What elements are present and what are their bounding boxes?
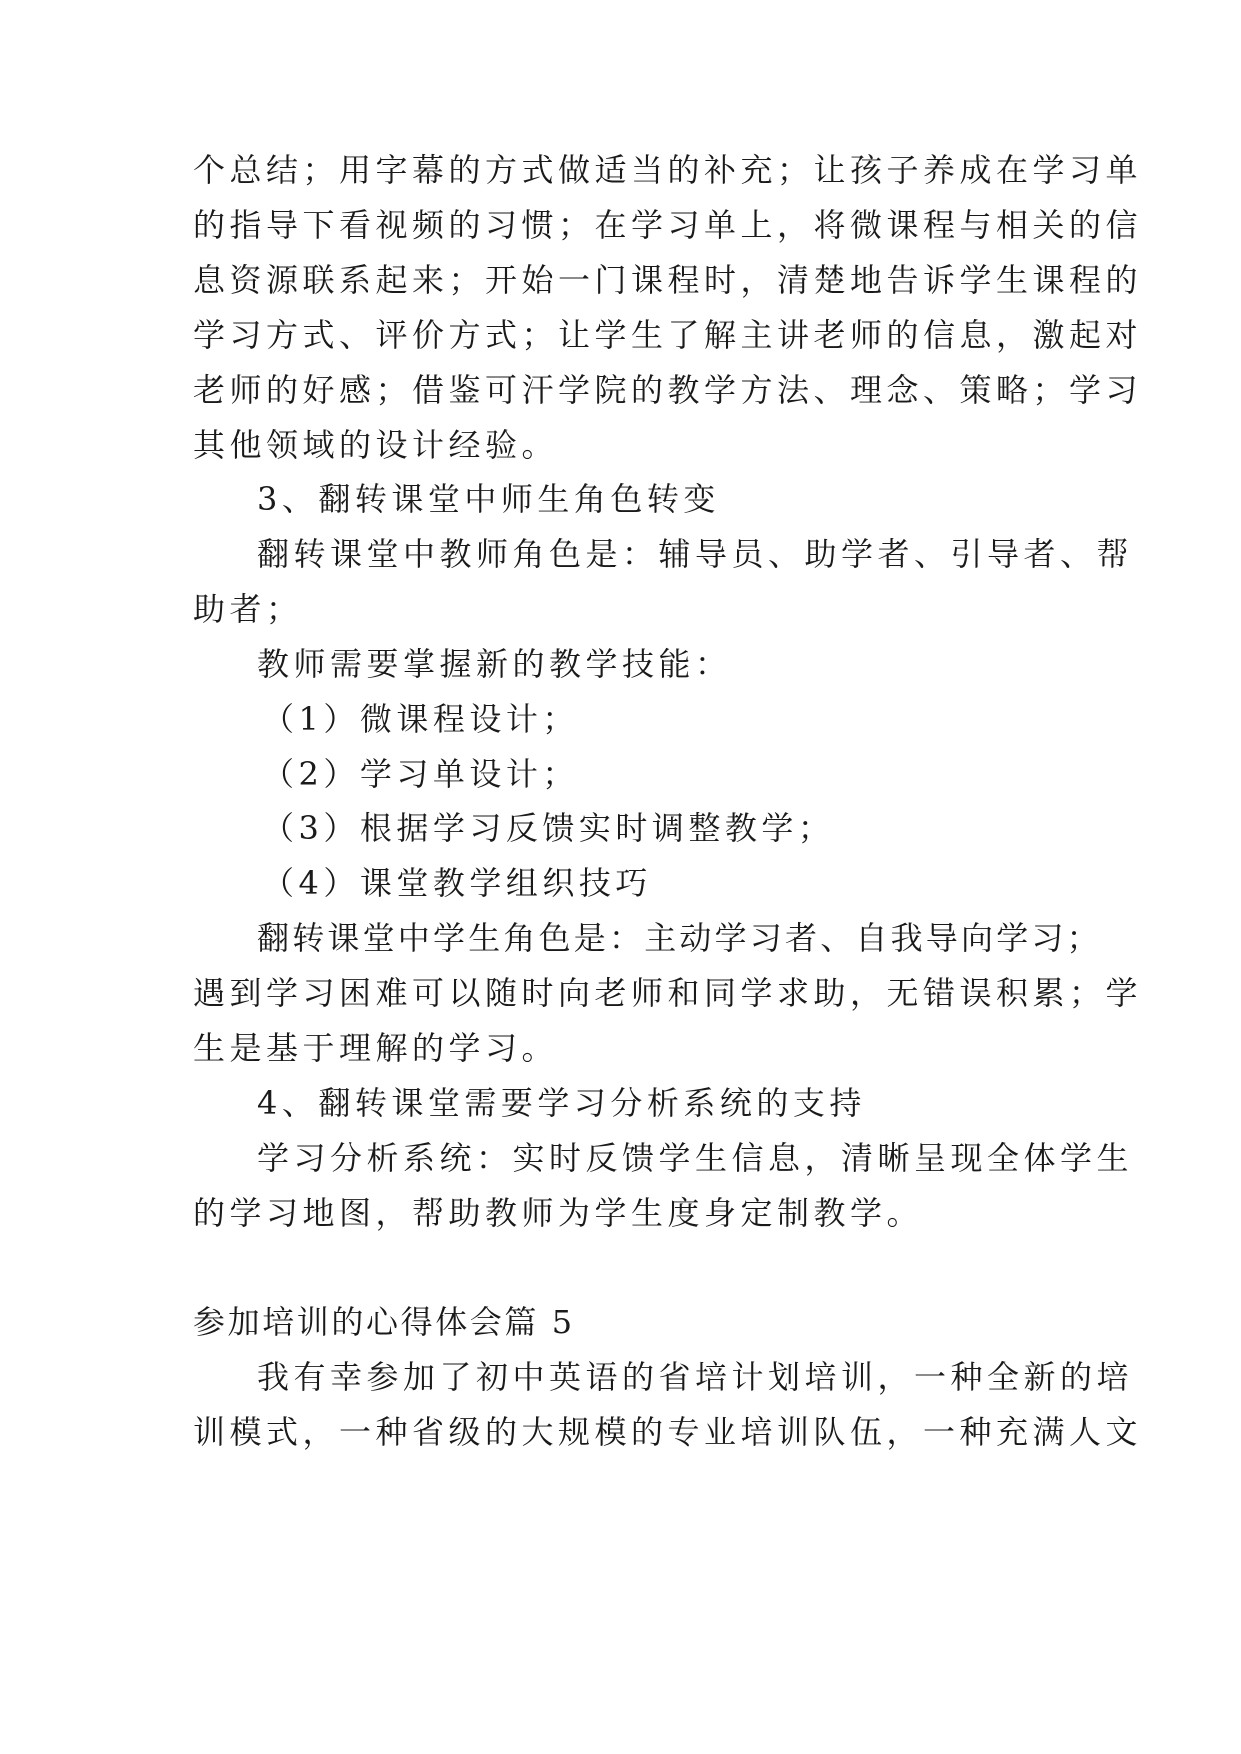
paragraph-line: 的指导下看视频的习惯；在学习单上，将微课程与相关的信 <box>193 206 1143 244</box>
paragraph-line: 生是基于理解的学习。 <box>193 1029 559 1067</box>
paragraph-line: 老师的好感；借鉴可汗学院的教学方法、理念、策略；学习 <box>193 371 1143 409</box>
list-item: （1）微课程设计； <box>262 700 579 738</box>
paragraph-line: 其他领域的设计经验。 <box>193 426 559 464</box>
paragraph-line: 翻转课堂中教师角色是：辅导员、助学者、引导者、帮 <box>257 535 1134 573</box>
paragraph-line: 学习方式、评价方式；让学生了解主讲老师的信息，激起对 <box>193 316 1143 354</box>
paragraph-line: 助者； <box>193 590 303 628</box>
paragraph-line: 我有幸参加了初中英语的省培计划培训，一种全新的培 <box>257 1358 1134 1396</box>
paragraph-line: 息资源联系起来；开始一门课程时，清楚地告诉学生课程的 <box>193 261 1143 299</box>
paragraph-line: 的学习地图，帮助教师为学生度身定制教学。 <box>193 1194 924 1232</box>
paragraph-line: 翻转课堂中学生角色是：主动学习者、自我导向学习； <box>257 919 1102 957</box>
paragraph-line: 训模式，一种省级的大规模的专业培训队伍，一种充满人文 <box>193 1413 1143 1451</box>
list-item: （4）课堂教学组织技巧 <box>262 864 652 902</box>
section-heading: 4、翻转课堂需要学习分析系统的支持 <box>257 1084 866 1122</box>
paragraph-line: 遇到学习困难可以随时向老师和同学求助，无错误积累；学 <box>193 974 1143 1012</box>
article-title: 参加培训的心得体会篇 5 <box>193 1303 575 1341</box>
paragraph-line: 个总结；用字幕的方式做适当的补充；让孩子养成在学习单 <box>193 151 1143 189</box>
list-item: （2）学习单设计； <box>262 755 579 793</box>
paragraph-line: 学习分析系统：实时反馈学生信息，清晰呈现全体学生 <box>257 1139 1134 1177</box>
list-item: （3）根据学习反馈实时调整教学； <box>262 809 835 847</box>
paragraph-line: 教师需要掌握新的教学技能： <box>257 645 732 683</box>
section-heading: 3、翻转课堂中师生角色转变 <box>257 480 720 518</box>
